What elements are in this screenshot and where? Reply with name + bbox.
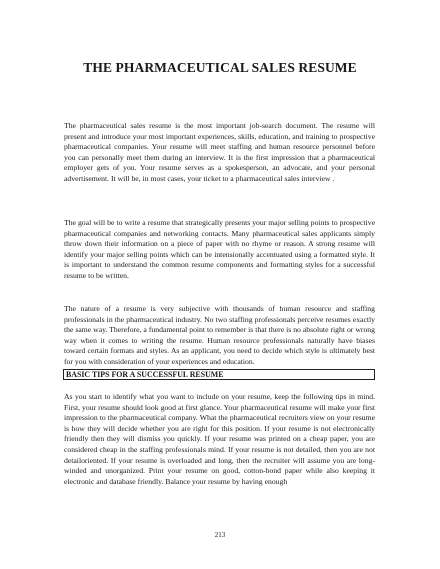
goal-paragraph: The goal will be to write a resume that strategically presents your major selling points to prospective pharmaceutical companies and networking contacts. Many pharmaceutical sales applicants simply throw down their information on a piece of paper with no rhyme or reason. A strong resume will identify your major selling points which can be intensionally accentuated using a formatted style. It is important to understand the common resume components and formatting styles for a successful resume to be written.: [64, 218, 375, 280]
intro-paragraph: The pharmaceutical sales resume is the most important job-search document. The resume will present and introduce your most important experiences, skills, education, and training to prospective pharmaceutical companies. Your resume will meet staffing and human resource personnel before you can personally meet them during an interview. It is the first impression that a pharmaceutical employer gets of you. Your resume serves as a spokesperson, an advocate, and your personal advertisement. It will be, in most cases, your ticket to a pharmaceutical sales interview .: [64, 121, 375, 183]
section-heading: BASIC TIPS FOR A SUCCESSFUL RESUME: [66, 370, 224, 379]
page-number: 213: [214, 531, 226, 539]
nature-paragraph: The nature of a resume is very subjective with thousands of human resource and staffing professionals in the pharmaceutical industry. No two staffing professionals perceive resumes exactly the same way. Therefore, a fundamental point to remember is that there is no absolute right or wrong way when it comes to writing the resume. Human resource professionals naturally have biases toward certain formats and styles. As an applicant, you need to decide which style is ultimately best for you with consideration of your experiences and education.: [64, 304, 375, 366]
section-heading-box: [63, 369, 375, 380]
tips-paragraph: As you start to identify what you want to include on your resume, keep the following tips in mind. First, your resume should look good at first glance. Your pharmaceutical resume will make your first impression to the pharmaceutical company. What the pharmaceutical recruiters view on your resume is how they will decide whether you are right for this position. If your resume is not electronically friendly then they will dismiss you quickly. If your resume was printed on a cheap paper, you are considered cheap in the staffing professionals mind. If your resume is not detailed, then you are not detailoriented. If your resume is overloaded and long, then the recruiter will assume you are long-winded and unorganized. Print your resume on good, cotton-bond paper while also keeping it electronic and database friendly. Balance your resume by having enough: [64, 392, 375, 486]
page-title: THE PHARMACEUTICAL SALES RESUME: [83, 60, 357, 75]
